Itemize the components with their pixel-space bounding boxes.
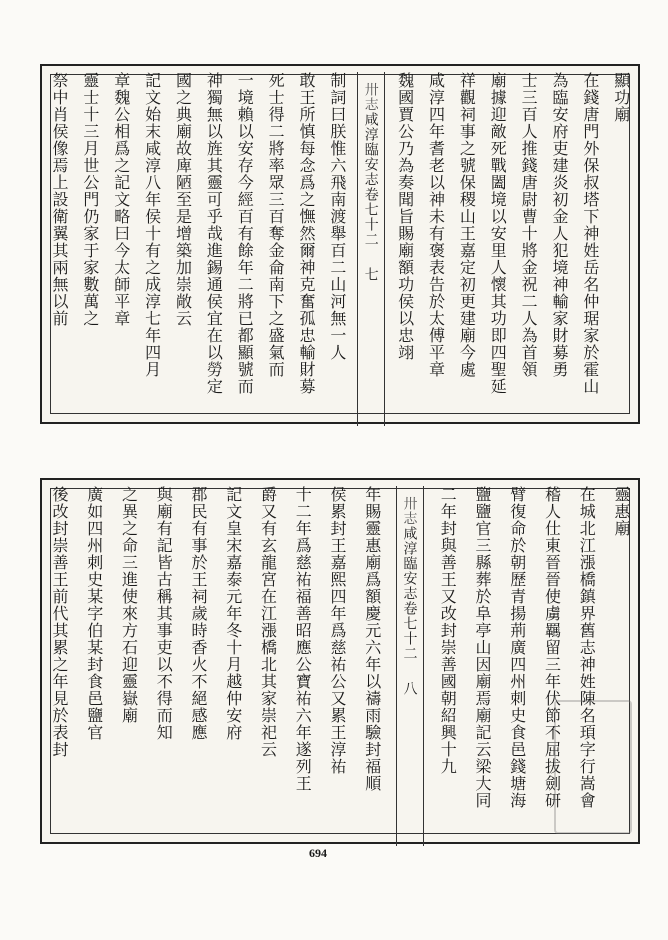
upper-text-column: 神獨無以旌其靈可乎哉進錫通侯宜在以勞定	[204, 72, 224, 395]
upper-text-column: 章魏公相爲之記文略曰今太師平章	[111, 72, 131, 327]
upper-folio-center-column	[357, 72, 385, 426]
upper-text-column: 靈士十三月世公門仍家于家數萬之	[80, 72, 100, 327]
library-seal-stamp	[554, 700, 632, 834]
lower-text-column: 爵又有玄龍宮在江漲橋北其家崇祀云	[258, 486, 278, 758]
lower-text-column: 侯累封王嘉熙四年爲慈祐公又累王淳祐	[328, 486, 347, 775]
lower-text-column: 後改封崇善王前代其累之年見於表封	[50, 486, 69, 758]
upper-text-column: 記文始末咸淳八年侯十有之成淳七年四月	[142, 72, 162, 378]
lower-text-column: 靈惠廟	[612, 486, 631, 537]
upper-text-column: 敢王所慎每念爲之憮然爾神克奮孤忠輸財募	[297, 72, 316, 395]
lower-leaf-number: 八	[401, 681, 418, 696]
lower-fold-label: 卅志	[401, 496, 418, 526]
lower-text-column: 廣如四州刺史某字伯某封食邑鹽官	[84, 486, 104, 741]
upper-leaf-text-columns	[42, 66, 638, 422]
upper-text-column: 魏國賈公乃為奏聞旨賜廟額功侯以忠翊	[395, 72, 415, 361]
upper-text-column: 祥觀祠事之號保稷山王嘉定初更建廟今處	[457, 72, 477, 378]
upper-running-header: 咸淳臨安志卷七十二	[362, 112, 379, 247]
lower-text-column: 臂復命於朝歷青揚荊廣四州刺史食邑錢塘海	[507, 486, 527, 809]
upper-text-column: 廟據迎敵死戰闔境以安里人懷其功即四聖延	[488, 72, 508, 395]
lower-folio-center-column	[396, 486, 424, 846]
lower-text-column: 之異之命三進使來方石迎靈嶽廟	[119, 486, 139, 724]
upper-text-column: 在錢唐門外保叔塔下神姓岳名仲琚家於霍山	[580, 72, 600, 395]
upper-text-column: 顯功廟	[611, 72, 631, 123]
lower-text-column: 在城北江漲橋鎮界舊志神姓陳名頊字行嵩會	[577, 486, 597, 809]
lower-text-column: 二年封與善王又改封崇善國朝紹興十九	[438, 486, 458, 775]
upper-text-column: 國之典廟故庳陋至是增築加崇敞云	[173, 72, 193, 327]
lower-running-header: 咸淳臨安志卷七十二	[401, 526, 418, 661]
page-number: 694	[309, 846, 327, 860]
lower-text-column: 十二年爲慈祐福善昭應公寶祐六年遂列王	[293, 486, 313, 792]
upper-text-column: 咸淳四年耆老以神未有褒表告於太傅平章	[426, 72, 446, 378]
upper-text-column: 為臨安府吏建炎初金人犯境神輸家財募勇	[550, 72, 569, 378]
lower-leaf-frame	[40, 478, 640, 844]
upper-text-column: 祭中肖侯像焉上設衛翼其兩無以前	[50, 72, 69, 327]
lower-text-column: 鹽鹽官三縣葬於阜亭山因廟焉廟記云梁大同	[473, 486, 492, 809]
upper-text-column: 士三百人推錢唐尉曹十將金祝二人為首領	[519, 72, 539, 378]
upper-text-column: 一境賴以安存今經百有餘年二將已都顯號而	[235, 72, 255, 395]
lower-text-column: 稽人仕東晉晉使虜羈留三年伏節不屈拔劍研	[542, 486, 562, 809]
upper-text-column: 死士得二將率眾三百奪金侖南下之盛氣而	[266, 72, 286, 378]
lower-text-column: 郡民有事於王祠歲時香火不絕感應	[189, 486, 208, 741]
lower-text-column: 與廟有記皆古稱其事吏以不得而知	[154, 486, 174, 741]
upper-fold-label: 卅志	[362, 82, 379, 112]
upper-leaf-number: 七	[362, 267, 379, 282]
upper-leaf-frame	[40, 64, 640, 424]
lower-text-column: 記文皇宋嘉泰元年冬十月越仲安府	[223, 486, 243, 741]
upper-text-column: 制詞曰朕惟六飛南渡舉百二山河無一人	[327, 72, 347, 361]
lower-leaf-text-columns	[42, 480, 638, 842]
lower-text-column: 年賜靈惠廟爲額慶元六年以禱雨驗封福順	[362, 486, 382, 792]
